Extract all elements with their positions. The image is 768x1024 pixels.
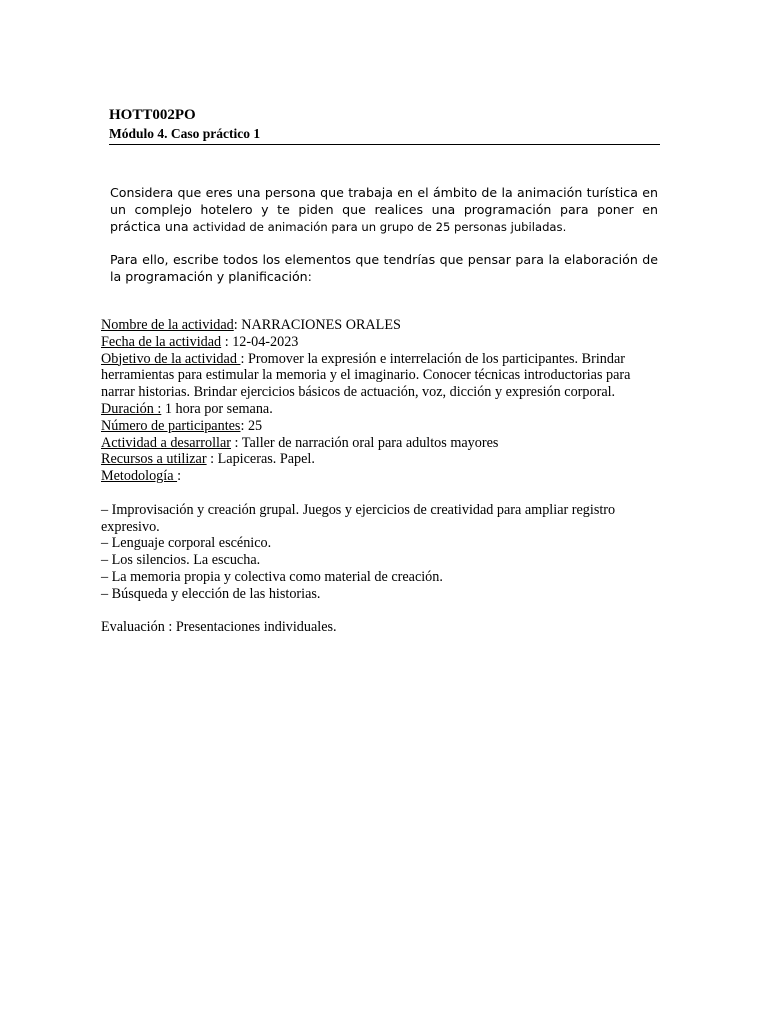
methodology-item: – La memoria propia y colectiva como material de creación.	[101, 568, 443, 585]
field-duracion	[101, 401, 667, 418]
methodology-item: – Búsqueda y elección de las historias.	[101, 585, 321, 602]
field-label: Metodología	[101, 468, 178, 485]
field-label: Fecha de la actividad	[101, 333, 222, 350]
field-value: :	[177, 468, 182, 485]
methodology-item: – Improvisación y creación grupal. Juegos y ejercicios de creatividad para ampliar registro expresivo.	[101, 501, 616, 535]
field-fecha	[101, 334, 667, 351]
field-value: : 12-04-2023	[221, 333, 299, 350]
evaluation-line: Evaluación : Presentaciones individuales.	[101, 619, 337, 636]
field-label: Objetivo de la actividad	[101, 350, 241, 367]
activity-details	[101, 317, 667, 636]
module-title: Módulo 4. Caso práctico 1	[109, 125, 660, 145]
field-value: 1 hora por semana.	[161, 400, 273, 417]
field-label: Número de participantes	[101, 417, 241, 434]
intro-paragraph-1-line-2: actividad de animación para un grupo de 25 personas jubiladas.	[192, 220, 567, 234]
document-header	[109, 106, 660, 145]
methodology-item: – Los silencios. La escucha.	[101, 552, 261, 569]
course-code: HOTT002PO	[109, 107, 196, 123]
field-value: : Promover la expresión e interrelación de los participantes. Brindar herramientas para estimular la memoria y el imaginario. Conocer técnicas introductorias para narrar historias. Brindar ejercicios básicos de actuación, voz, dicción y expresión corporal.	[101, 350, 631, 401]
field-label: Actividad a desarrollar	[101, 434, 231, 451]
field-objetivo	[101, 351, 667, 401]
field-value: : 25	[240, 417, 263, 434]
field-value: : Lapiceras. Papel.	[206, 451, 315, 468]
field-metodologia	[101, 468, 667, 485]
field-value: : Taller de narración oral para adultos mayores	[231, 434, 499, 451]
field-nombre	[101, 317, 667, 334]
intro-paragraph-1	[110, 184, 658, 236]
intro-paragraph-1-line-1: Considera que eres una persona que trabaja en el ámbito de la animación turística en un complejo hotelero y te piden que realices una programación para poner en práctica una	[110, 185, 658, 234]
field-recursos	[101, 451, 667, 468]
field-numero	[101, 418, 667, 435]
field-label: Duración :	[101, 400, 162, 417]
intro-paragraph-2: Para ello, escribe todos los elementos que tendrías que pensar para la elaboración de la programación y planificación:	[110, 252, 658, 284]
methodology-item: – Lenguaje corporal escénico.	[101, 535, 272, 552]
spacer	[101, 485, 667, 502]
field-label: Recursos a utilizar	[101, 451, 207, 468]
field-label: Nombre de la actividad	[101, 317, 234, 333]
field-actividad	[101, 435, 667, 452]
spacer	[101, 603, 667, 620]
field-value: : NARRACIONES ORALES	[233, 317, 401, 333]
